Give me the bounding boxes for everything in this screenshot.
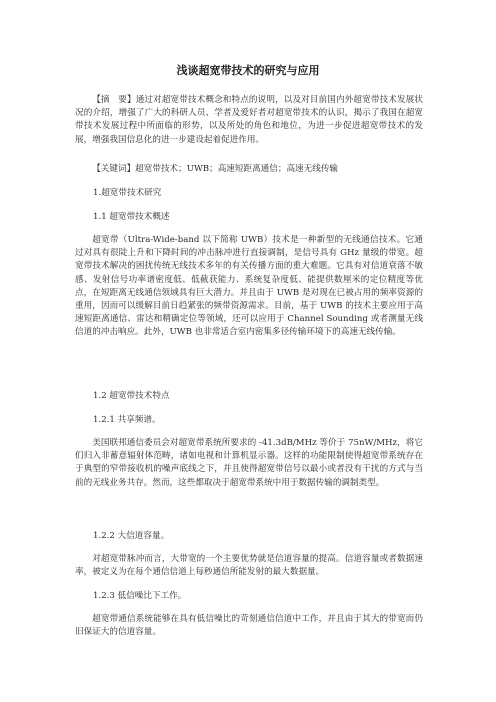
overview-paragraph: 超宽带（Ultra-Wide-band 以下简称 UWB）技术是一种新型的无线通信技术。它通过对具有很陡上升和下降时间的冲击脉冲进行直接调制，是信号具有 GHz 量级的带宽。超宽带技术解决的困扰传统无线技术多年的有关传播方面的重大难题。它具有对信道衰落不敏感、发射信号功率谱密度低、低截获能力、系统复杂度低、能提供数厘米的定位精度等优点，在短距离无线通信领域具有巨大潜力。并且由于 UWB 是对现在已被占用的频率资源的重用，因而可以缓解目前日趋紧张的频带资源需求。目前，基于 UWB 的技术主要应用于高速短距离通信、雷达和精确定位等领域，还可以应用于 Channel Sounding 或者测量无线信道的冲击响应。此外，UWB 也非常适合室内密集多径传输环境下的高速无线传输。 — [75, 235, 423, 338]
section-heading-1-2-1: 1.2.1 共享频谱。 — [93, 415, 161, 425]
section-heading-1-2-2: 1.2.2 大信道容量。 — [93, 531, 170, 541]
section-heading-1-1: 1.1 超宽带技术概述 — [93, 212, 170, 222]
document-title: 浅谈超宽带技术的研究与应用 — [176, 64, 320, 77]
feature-2-paragraph: 对超宽带脉冲而言，大带宽的一个主要优势就是信道容量的提高。信道容量或者数据速率，被定义为在每个通信信道上每秒通信所能发射的最大数据量。 — [75, 554, 423, 578]
section-heading-1: 1.超宽带技术研究 — [93, 188, 162, 198]
feature-1-paragraph: 美国联邦通信委员会对超宽带系统所要求的 -41.3dB/MHz 等价于 75nW/MHz，将它们归入非蓄意辐射体范畴，诸如电视和计算机显示器。这样的功能限制使得超宽带系统存在于典型的窄带接收机的噪声底线之下，并且使得超宽带信号以最小或者没有干扰的方式与当前的无线业务共存。然而，这些都取决于超宽带系统中用于数据传输的调制类型。 — [75, 438, 423, 488]
keywords-paragraph: 【关键词】超宽带技术；UWB；高速短距离通信；高速无线传输 — [92, 164, 339, 174]
feature-3-paragraph: 超宽带通信系统能够在具有低信噪比的苛刻通信信道中工作，并且由于其大的带宽而仍旧保证大的信道容量。 — [75, 614, 423, 638]
section-heading-1-2-3: 1.2.3 低信噪比下工作。 — [93, 591, 187, 601]
section-heading-1-2: 1.2 超宽带技术特点 — [93, 391, 170, 401]
abstract-paragraph: 【摘 要】通过对超宽带技术概念和特点的说明，以及对目前国内外超宽带技术发展状况的介绍，增强了广大的科研人员、学者及爱好者对超宽带技术的认识，揭示了我国在超宽带技术发展过程中所面临的形势，以及所处的角色和地位，为进一步促进超宽带技术的发展，增强我国信息化的进一步建设起着促进作用。 — [75, 95, 423, 145]
